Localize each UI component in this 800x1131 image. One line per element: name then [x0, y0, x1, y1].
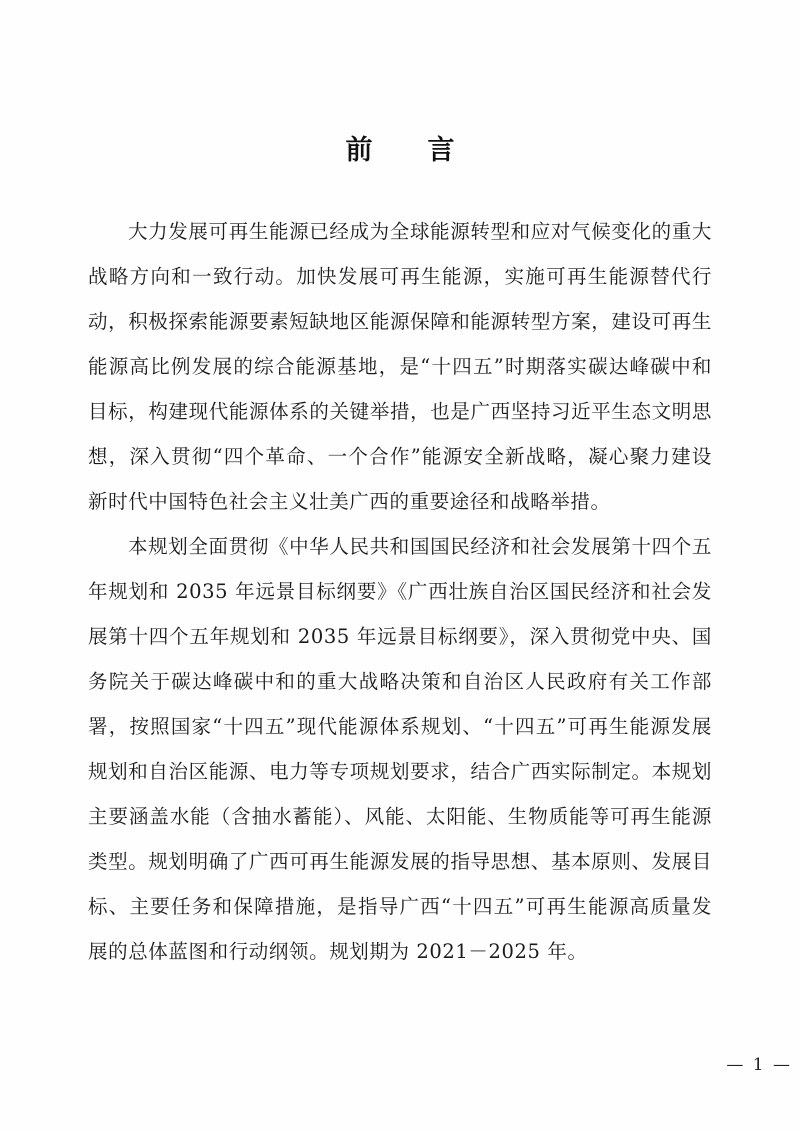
body-paragraph: 本规划全面贯彻《中华人民共和国国民经济和社会发展第十四个五年规划和 2035 年远景目标纲要》《广西壮族自治区国民经济和社会发展第十四个五年规划和 2035 年远景目标纲要》，深入贯彻党中央、国务院关于碳达峰碳中和的重大战略决策和自治区人民政府有关工作部署，按照国家“十四五”现代能源体系规划、“十四五”可再生能源发展规划和自治区能源、电力等专项规划要求，结合广西实际制定。本规划主要涵盖水能（含抽水蓄能）、风能、太阳能、生物质能等可再生能源类型。规划明确了广西可再生能源发展的指导思想、基本原则、发展目标、主要任务和保障措施，是指导广西“十四五”可再生能源高质量发展的总体蓝图和行动纲领。规划期为 2021－2025 年。	[88, 535, 712, 963]
page-content-area	[88, 0, 712, 1131]
page-title: 前 言	[345, 135, 469, 166]
document-body	[88, 167, 712, 974]
body-paragraph: 大力发展可再生能源已经成为全球能源转型和应对气候变化的重大战略方向和一致行动。加快发展可再生能源，实施可再生能源替代行动，积极探索能源要素短缺地区能源保障和能源转型方案，建设可再生能源高比例发展的综合能源基地，是“十四五”时期落实碳达峰碳中和目标，构建现代能源体系的关键举措，也是广西坚持习近平生态文明思想，深入贯彻“四个革命、一个合作”能源安全新战略，凝心聚力建设新时代中国特色社会主义壮美广西的重要途径和战略举措。	[88, 220, 712, 513]
page-number: — 1 —	[726, 1055, 792, 1075]
